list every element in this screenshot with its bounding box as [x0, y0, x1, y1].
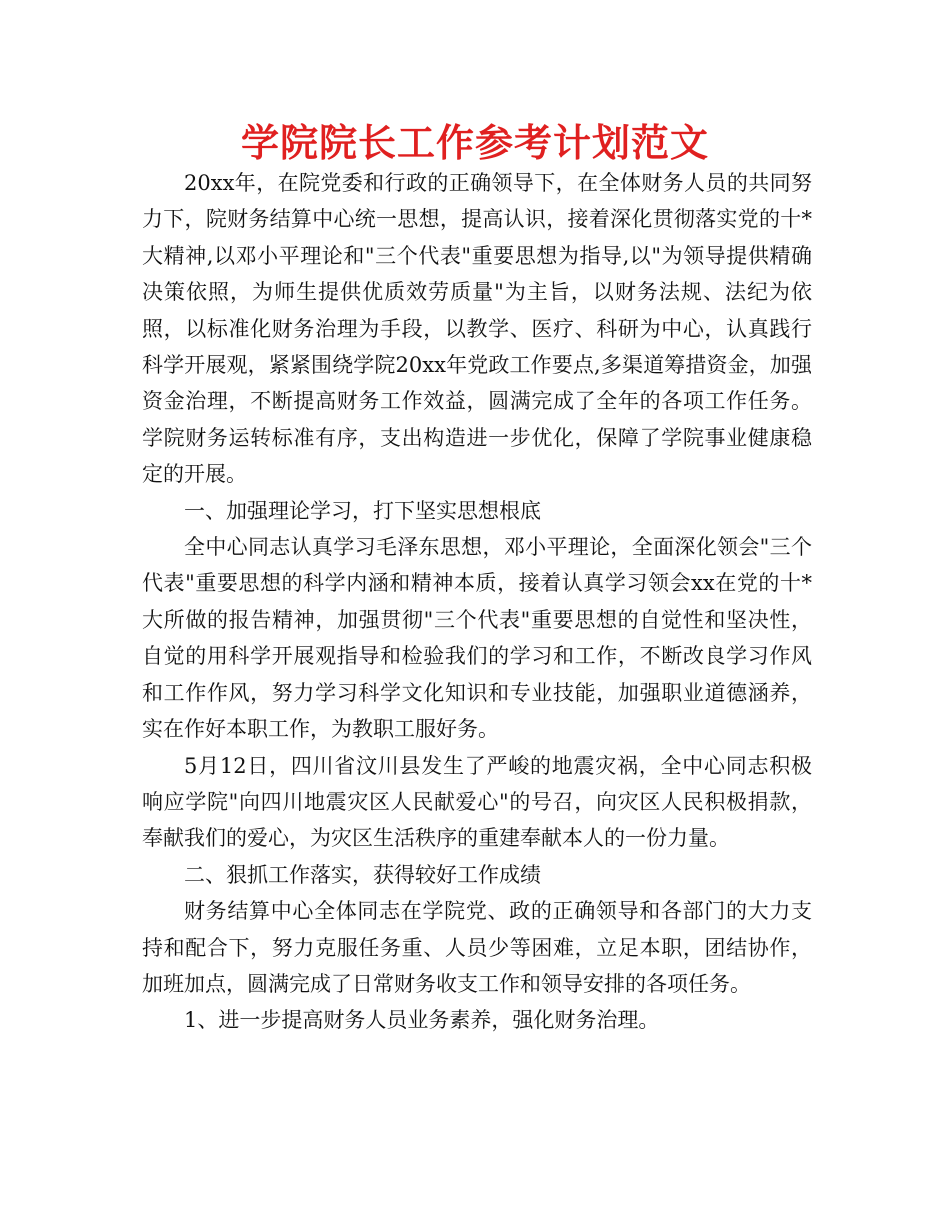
paragraph-theory-study: 全中心同志认真学习毛泽东思想，邓小平理论，全面深化领会"三个代表"重要思想的科学内涵和精神本质，接着认真学习领会xx在党的十*大所做的报告精神，加强贯彻"三个代表"重要思想的自觉性和坚决性，自觉的用科学开展观指导和检验我们的学习和工作，不断改良学习作风和工作作风，努力学习科学文化知识和专业技能，加强职业道德涵养，实在作好本职工作，为教职工服好务。 [142, 535, 812, 742]
paragraph-intro: 20xx年，在院党委和行政的正确领导下，在全体财务人员的共同努力下，院财务结算中心统一思想，提高认识，接着深化贯彻落实党的十*大精神,以邓小平理论和"三个代表"重要思想为指导,以"为领导提供精确决策依照，为师生提供优质效劳质量"为主旨，以财务法规、法纪为依照，以标准化财务治理为手段，以教学、医疗、科研为中心，认真践行科学开展观，紧紧围绕学院20xx年党政工作要点,多渠道筹措资金，加强资金治理，不断提高财务工作效益，圆满完成了全年的各项工作任务。学院财务运转标准有序，支出构造进一步优化，保障了学院事业健康稳定的开展。 [142, 171, 812, 487]
paragraph-work-results: 财务结算中心全体同志在学院党、政的正确领导和各部门的大力支持和配合下，努力克服任务重、人员少等困难，立足本职，团结协作，加班加点，圆满完成了日常财务收支工作和领导安排的各项任务。 [142, 899, 812, 996]
document-title: 学院院长工作参考计划范文 [240, 121, 709, 165]
section-heading-2: 二、狠抓工作落实，获得较好工作成绩 [184, 862, 541, 887]
list-item-1: 1、进一步提高财务人员业务素养，强化财务治理。 [184, 1008, 660, 1033]
paragraph-earthquake-donation: 5月12日，四川省汶川县发生了严峻的地震灾祸，全中心同志积极响应学院"向四川地震灾区人民献爱心"的号召，向灾区人民积极捐款，奉献我们的爱心，为灾区生活秩序的重建奉献本人的一份力量。 [142, 753, 812, 851]
document-body [142, 165, 812, 1039]
section-heading-1: 一、加强理论学习，打下坚实思想根底 [184, 498, 541, 523]
